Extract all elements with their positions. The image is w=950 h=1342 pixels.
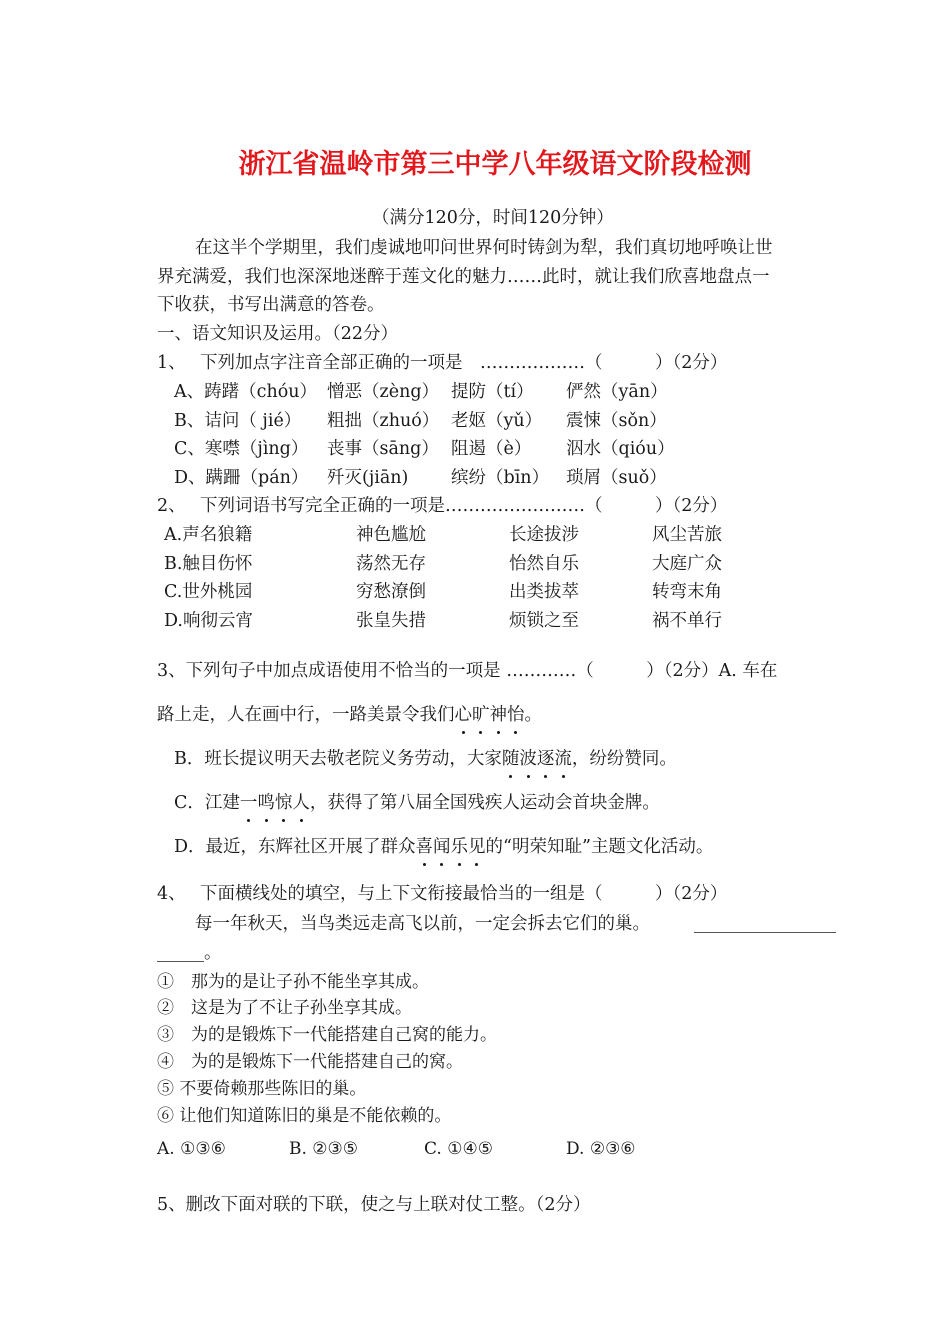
dotted-char: 心 xyxy=(454,705,472,725)
q4-item: ① 那为的是让子孙不能坐享其成。 xyxy=(157,972,429,992)
q1-option-cell: 阻遏（è） xyxy=(451,439,532,459)
q5-stem: 5、删改下面对联的下联，使之与上联对仗工整。（2分） xyxy=(157,1195,591,1215)
q3-b-text: B．班长提议明天去敬老院义务劳动，大家 xyxy=(174,749,502,769)
q4-item: ⑥ 让他们知道陈旧的巢是不能依赖的。 xyxy=(157,1106,452,1126)
fill-blank-line xyxy=(694,932,836,933)
q4-choice: A. ①③⑥ xyxy=(157,1139,226,1159)
dotted-char: 闻 xyxy=(433,837,451,857)
q3-option-c xyxy=(174,791,660,815)
dotted-char: 惊 xyxy=(274,793,293,813)
q1-option-cell: 歼灭(jiān) xyxy=(327,468,409,488)
q4-choice: D. ②③⑥ xyxy=(566,1139,636,1159)
q2-option-cell: 张皇失措 xyxy=(356,611,426,631)
q1-option-cell: 缤纷（bīn） xyxy=(451,468,550,488)
dotted-char: 逐 xyxy=(536,749,555,769)
q3-option-b xyxy=(174,747,677,771)
q1-option-cell: 憎恶（zèng） xyxy=(327,382,440,402)
intro-line-2: 界充满爱，我们也深深地迷醉于莲文化的魅力……此时，就让我们欣喜地盘点一 xyxy=(157,267,770,287)
dotted-char: 神 xyxy=(489,705,507,725)
q2-option-cell: 出类拔萃 xyxy=(509,582,579,602)
dotted-char: 喜 xyxy=(415,837,434,857)
q2-option-cell: 穷愁潦倒 xyxy=(356,582,426,602)
exam-title: 浙江省温岭市第三中学八年级语文阶段检测 xyxy=(238,149,752,180)
q3-d-tail: 的“明荣知耻”主题文化活动。 xyxy=(485,837,714,857)
q1-option-cell: A、踌躇（chóu） xyxy=(174,382,318,402)
q1-option-cell: B、诘问（ jié） xyxy=(174,411,302,431)
intro-line-1: 在这半个学期里，我们虔诚地叩问世界何时铸剑为犁，我们真切地呼唤让世 xyxy=(195,238,773,258)
dotted-char: 流 xyxy=(554,749,572,769)
q2-option-cell: 祸不单行 xyxy=(652,611,722,631)
q3-option-d xyxy=(174,835,713,859)
q2-option-cell: 烦锁之至 xyxy=(509,611,579,631)
q3-c-tail: ，获得了第八届全国残疾人运动会首块金牌。 xyxy=(309,793,660,813)
q2-option-cell: 怡然自乐 xyxy=(509,554,579,574)
q2-option-cell: A.声名狼籍 xyxy=(164,525,253,545)
dotted-char: 人 xyxy=(292,793,310,813)
q4-choice: B. ②③⑤ xyxy=(289,1139,359,1159)
dotted-char: 怡 xyxy=(507,705,525,725)
q2-option-cell: B.触目伤怀 xyxy=(164,554,253,574)
q1-stem: 1、 下列加点字注音全部正确的一项是 ………………（ ）（2分） xyxy=(157,353,728,373)
q4-choice: C. ①④⑤ xyxy=(424,1139,493,1159)
q1-option-cell: 俨然（yān） xyxy=(566,382,668,402)
q1-option-cell: D、蹒跚（pán） xyxy=(174,468,309,488)
q1-option-cell: 震悚（sǒn） xyxy=(566,411,667,431)
q3-stem: 3、下列句子中加点成语使用不恰当的一项是 …………（ ）（2分）A. 车在 xyxy=(157,661,778,681)
q2-option-cell: D.响彻云宵 xyxy=(164,611,253,631)
q2-option-cell: C.世外桃园 xyxy=(164,582,253,602)
q1-option-cell: 泅水（qióu） xyxy=(566,439,675,459)
q2-option-cell: 长途拔涉 xyxy=(509,525,579,545)
dotted-char: 一 xyxy=(239,793,258,813)
q1-option-cell: 老妪（yǔ） xyxy=(451,411,543,431)
q2-option-cell: 风尘苦旅 xyxy=(652,525,722,545)
dotted-char: 见 xyxy=(468,837,486,857)
q1-option-cell: 提防（tí） xyxy=(451,382,534,402)
q4-item: ⑤ 不要倚赖那些陈旧的巢。 xyxy=(157,1079,367,1099)
q2-option-cell: 大庭广众 xyxy=(652,554,722,574)
dotted-char: 波 xyxy=(519,749,537,769)
q3-option-a xyxy=(157,703,542,727)
q4-passage: 每一年秋天，当鸟类远走高飞以前，一定会拆去它们的巢。 xyxy=(195,914,650,934)
section-heading: 一、语文知识及运用。（22分） xyxy=(157,324,399,344)
q1-option-cell: 粗拙（zhuó） xyxy=(327,411,440,431)
q1-option-cell: 丧事（sāng） xyxy=(327,439,439,459)
q2-option-cell: 神色尴尬 xyxy=(356,525,426,545)
q4-stem: 4、 下面横线处的填空，与上下文衔接最恰当的一组是（ ）（2分） xyxy=(157,884,728,904)
intro-line-3: 下收获，书写出满意的答卷。 xyxy=(157,295,385,315)
q4-blank-tail: 。 xyxy=(204,943,222,963)
dotted-char: 鸣 xyxy=(257,793,275,813)
q4-item: ④ 为的是锻炼下一代能搭建自己的窝。 xyxy=(157,1052,463,1072)
q3-a-text: 路上走，人在画中行，一路美景令我们 xyxy=(157,705,455,725)
dotted-char: 随 xyxy=(501,749,520,769)
q1-option-cell: C、寒噤（jìng） xyxy=(174,439,309,459)
q1-option-cell: 琐屑（suǒ） xyxy=(566,468,667,488)
q3-c-text: C．江建 xyxy=(174,793,240,813)
dotted-char: 旷 xyxy=(472,705,490,725)
q3-d-text: D．最近，东辉社区开展了群众 xyxy=(174,837,416,857)
q4-item: ③ 为的是锻炼下一代能搭建自己窝的能力。 xyxy=(157,1025,497,1045)
q2-option-cell: 荡然无存 xyxy=(356,554,426,574)
q2-option-cell: 转弯末角 xyxy=(652,582,722,602)
dotted-char: 乐 xyxy=(450,837,469,857)
q2-stem: 2、 下列词语书写完全正确的一项是……………………（ ）（2分） xyxy=(157,496,728,516)
fill-blank-line xyxy=(157,961,204,962)
q3-b-tail: ，纷纷赞同。 xyxy=(571,749,677,769)
score-time-note: （满分120分，时间120分钟） xyxy=(372,208,614,228)
q4-item: ② 这是为了不让子孙坐享其成。 xyxy=(157,998,412,1018)
q3-a-tail: 。 xyxy=(524,705,542,725)
